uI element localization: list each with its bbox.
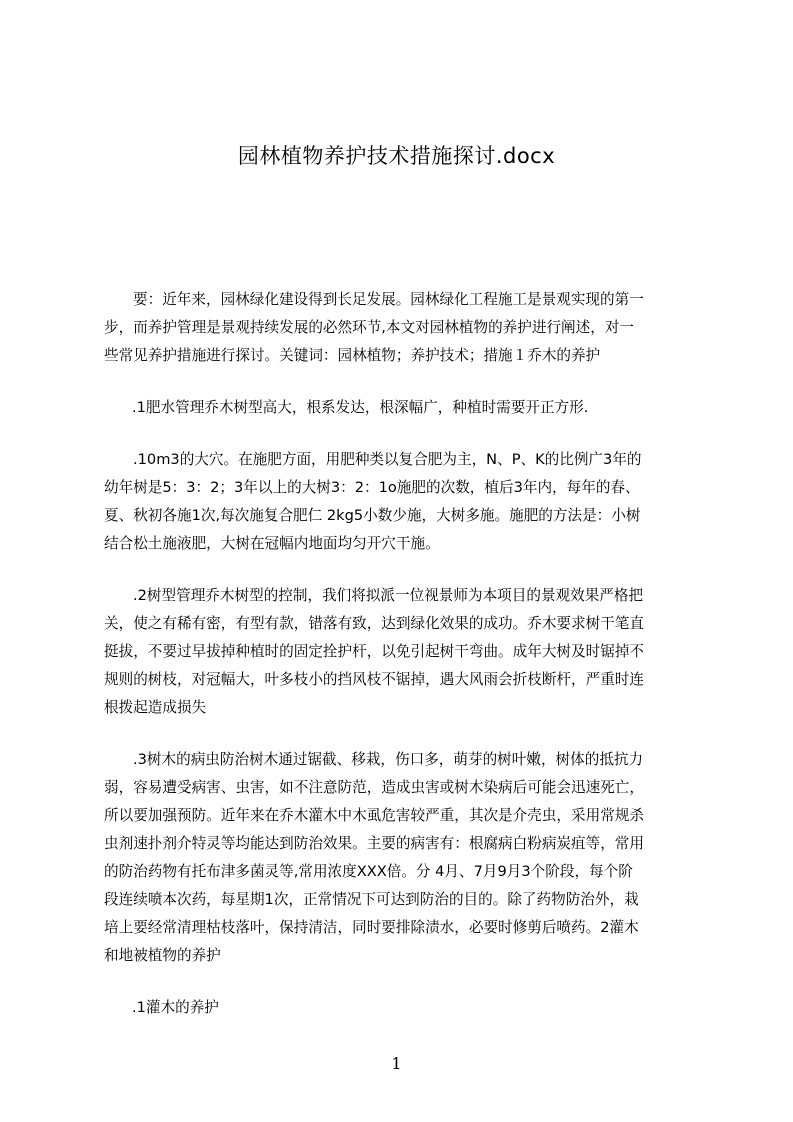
paragraph-pest-control: [104, 746, 698, 970]
text-line: .1灌木的养护: [132, 999, 219, 1016]
text-line: 幼年树是5：3：2；3年以上的大树3：2：1o施肥的次数，植后3年内，每年的春、: [104, 479, 640, 496]
paragraph-gap: [104, 970, 698, 994]
text-line: 弱，容易遭受病害、虫害，如不注意防范，造成虫害或树木染病后可能会迅速死亡，: [104, 779, 644, 796]
text-line: 根拨起造成损失: [104, 699, 207, 716]
text-line: 和地被植物的养护: [104, 947, 221, 964]
paragraph-abstract: [104, 286, 698, 370]
document-body: [104, 286, 698, 1022]
text-line: 夏、秋初各施1次,每次施复合肥仁 2kg5小数少施，大树多施。施肥的方法是：小树: [104, 507, 641, 524]
text-line: .1肥水管理乔木树型高大，根系发达，根深幅广，种植时需要开正方形.: [132, 399, 589, 416]
paragraph-gap: [104, 722, 698, 746]
text-line: .10m3的大穴。在施肥方面，用肥种类以复合肥为主，N、P、K的比例广3年的: [133, 451, 642, 468]
text-line: 步，而养护管理是景观持续发展的必然环节,本文对园林植物的养护进行阐述，对一: [104, 319, 635, 336]
paragraph-tree-shape: [104, 582, 698, 722]
text-line: 要：近年来，园林绿化建设得到长足发展。园林绿化工程施工是景观实现的第一: [133, 291, 644, 308]
document-title: 园林植物养护技术措施探讨.docx: [237, 144, 556, 168]
text-line: 结合松土施液肥，大树在冠幅内地面均匀开穴干施。: [104, 535, 440, 552]
text-line: 关，使之有稀有密，有型有款，错落有致，达到绿化效果的成功。乔木要求树干笔直: [104, 615, 644, 632]
text-line: 所以要加强预防。近年来在乔木灌木中木虱危害较严重，其次是介壳虫，采用常规杀: [104, 807, 644, 824]
text-line: 的防治药物有托布津多菌灵等,常用浓度XXX倍。分 4月、7月9月3个阶段，每个阶: [104, 863, 633, 880]
paragraph-gap: [104, 370, 698, 394]
paragraph-fertilizer-detail: [104, 446, 698, 558]
text-line: 些常见养护措施进行探讨。关键词：园林植物；养护技术；措施１乔木的养护: [104, 347, 601, 364]
text-line: 挺拔，不要过早拔掉种植时的固定拴护杆，以免引起树干弯曲。成年大树及时锯掉不: [104, 643, 644, 660]
text-line: 规则的树枝，对冠幅大，叶多枝小的挡风枝不锯掉，遇大风雨会折枝断杆，严重时连: [104, 671, 644, 688]
paragraph-shrub-heading: [104, 994, 698, 1022]
page-number: 1: [391, 1054, 402, 1073]
paragraph-fertilizer-intro: [104, 394, 698, 422]
text-line: 段连续喷本次药，每星期1次，正常情况下可达到防治的目的。除了药物防治外，栽: [104, 891, 639, 908]
text-line: 培上要经常清理枯枝落叶，保持清洁，同时要排除渍水，必要时修剪后喷药。2灌木: [104, 919, 639, 936]
text-line: 虫剂速扑剂介特灵等均能达到防治效果。主要的病害有：根腐病白粉病炭疽等，常用: [104, 835, 644, 852]
text-line: .2树型管理乔木树型的控制，我们将拟派一位视景师为本项目的景观效果严格把: [133, 587, 644, 604]
paragraph-gap: [104, 422, 698, 446]
text-line: .3树木的病虫防治树木通过锯截、移栽，伤口多，萌芽的树叶嫩，树体的抵抗力: [133, 751, 644, 768]
paragraph-gap: [104, 558, 698, 582]
